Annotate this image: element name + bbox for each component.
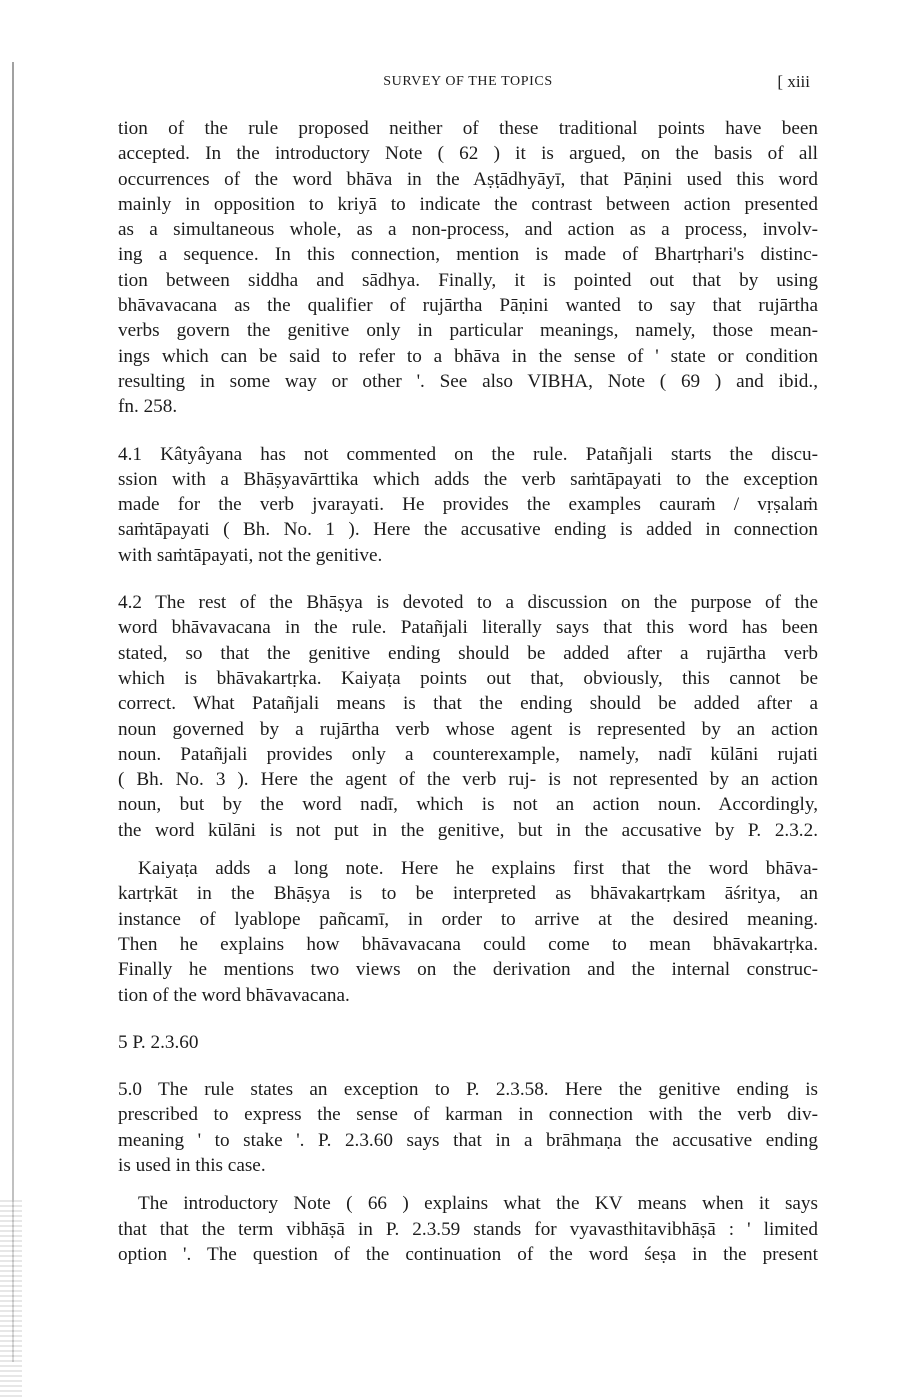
text-line: tion of the word bhāvavacana. <box>118 984 350 1006</box>
text-line: which is bhāvakartṛka. Kaiyaṭa points out that, obviously, this cannot be <box>118 667 818 689</box>
text-line: as a simultaneous whole, as a non-process, and action as a process, involv- <box>118 219 818 241</box>
page-number: [ xiii <box>777 72 810 91</box>
running-title: SURVEY OF THE TOPICS <box>383 74 553 89</box>
text-line: prescribed to express the sense of karman in connection with the verb div- <box>118 1104 818 1126</box>
page-header <box>118 72 818 96</box>
text-line: ssion with a Bhāṣyavārttika which adds the verb saṁtāpayati to the exception <box>118 468 818 490</box>
text-line: bhāvavacana as the qualifier of rujārtha Pāṇini wanted to say that rujārtha <box>118 295 818 317</box>
text-line: tion of the rule proposed neither of these traditional points have been <box>118 118 818 139</box>
text-line: 4.2 The rest of the Bhāṣya is devoted to a discussion on the purpose of the <box>118 592 818 614</box>
section-title: 5 P. 2.3.60 <box>118 1031 199 1053</box>
text-line: noun, but by the word nadī, which is not an action noun. Accordingly, <box>118 794 818 816</box>
paragraph-4-2 <box>118 590 818 843</box>
text-line: the word kūlāni is not put in the genitive, but in the accusative by P. 2.3.2. <box>118 819 818 841</box>
text-line: word bhāvavacana in the rule. Patañjali literally says that this word has been <box>118 617 818 639</box>
body-text <box>118 116 818 1267</box>
text-line: 5.0 The rule states an exception to P. 2.3.58. Here the genitive ending is <box>118 1079 818 1101</box>
text-line: noun. Patañjali provides only a counterexample, namely, nadī kūlāni rujati <box>118 743 818 765</box>
text-line: option '. The question of the continuation of the word śeṣa in the present <box>118 1243 818 1265</box>
text-line: ( Bh. No. 3 ). Here the agent of the verb ruj- is not represented by an action <box>118 769 818 791</box>
text-line: 4.1 Kâtyâyana has not commented on the rule. Patañjali starts the discu- <box>118 443 818 465</box>
text-line: tion between siddha and sādhya. Finally, it is pointed out that by using <box>118 269 818 291</box>
text-line: Finally he mentions two views on the derivation and the internal construc- <box>118 959 818 981</box>
text-line: mainly in opposition to kriyā to indicate the contrast between action presented <box>118 193 818 215</box>
text-line: verbs govern the genitive only in particular meanings, namely, those mean- <box>118 320 818 342</box>
text-line: instance of lyablope pañcamī, in order to arrive at the desired meaning. <box>118 908 818 930</box>
text-line: Kaiyaṭa adds a long note. Here he explains first that the word bhāva- <box>138 858 818 880</box>
paragraph-note-66 <box>118 1191 818 1267</box>
text-line: correct. What Patañjali means is that the ending should be added after a <box>118 693 818 715</box>
text-line: occurrences of the word bhāva in the Aṣṭādhyāyī, that Pāṇini used this word <box>118 168 818 190</box>
text-line: ings which can be said to refer to a bhāva in the sense of ' state or condition <box>118 345 818 367</box>
text-line: noun governed by a rujārtha verb whose agent is represented by an action <box>118 718 818 740</box>
text-line: kartṛkāt in the Bhāṣya is to be interpreted as bhāvakartṛkam āśritya, an <box>118 883 818 905</box>
text-line: that that the term vibhāṣā in P. 2.3.59 stands for vyavasthitavibhāṣā : ' limited <box>118 1218 818 1240</box>
text-line: made for the verb jvarayati. He provides the examples cauraṁ / vṛṣalaṁ <box>118 494 818 516</box>
paragraph-4-1 <box>118 442 818 568</box>
text-line: The introductory Note ( 66 ) explains what the KV means when it says <box>138 1193 818 1215</box>
section-heading <box>118 1030 818 1055</box>
text-line: fn. 258. <box>118 396 178 418</box>
text-line: stated, so that the genitive ending should be added after a rujārtha verb <box>118 642 818 664</box>
paragraph-5-0 <box>118 1077 818 1178</box>
text-line: Then he explains how bhāvavacana could come to mean bhāvakartṛka. <box>118 933 818 955</box>
text-line: saṁtāpayati ( Bh. No. 1 ). Here the accusative ending is added in connection <box>118 519 818 541</box>
paragraph <box>118 116 818 420</box>
text-line: with saṁtāpayati, not the genitive. <box>118 544 383 566</box>
text-line: meaning ' to stake '. P. 2.3.60 says that in a brāhmaṇa the accusative ending <box>118 1129 818 1151</box>
text-line: is used in this case. <box>118 1154 266 1176</box>
paragraph-kaiyata <box>118 856 818 1008</box>
binding-shadow <box>12 62 14 1362</box>
text-line: resulting in some way or other '. See also VIBHA, Note ( 69 ) and ibid., <box>118 370 818 392</box>
page-edge-shadow <box>0 1200 22 1399</box>
text-line: accepted. In the introductory Note ( 62 ) it is argued, on the basis of all <box>118 143 818 165</box>
text-line: ing a sequence. In this connection, mention is made of Bhartṛhari's distinc- <box>118 244 818 266</box>
